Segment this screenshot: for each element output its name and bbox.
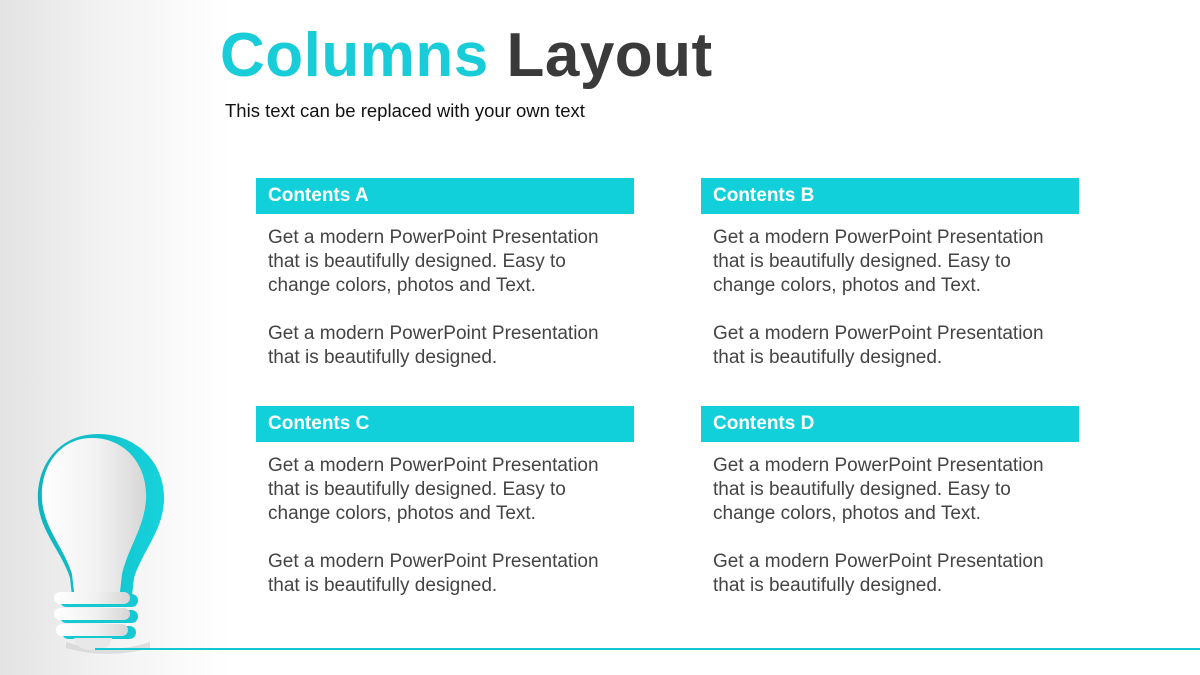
card-a-paragraph-2: Get a modern PowerPoint Presentation that is beautifully designed.	[268, 323, 599, 368]
title-accent-word: Columns	[220, 21, 489, 90]
card-d-paragraph-1: Get a modern PowerPoint Presentation that is beautifully designed. Easy to change colors, photos and Text.	[713, 455, 1044, 524]
content-card-a	[256, 178, 634, 394]
card-a-paragraph-1: Get a modern PowerPoint Presentation that is beautifully designed. Easy to change colors, photos and Text.	[268, 227, 599, 296]
card-c-paragraph-2: Get a modern PowerPoint Presentation that is beautifully designed.	[268, 551, 599, 596]
card-b-paragraph-1: Get a modern PowerPoint Presentation that is beautifully designed. Easy to change colors, photos and Text.	[713, 227, 1044, 296]
card-header-a: Contents A	[256, 178, 634, 214]
content-card-c	[256, 406, 634, 622]
slide-title	[220, 22, 713, 90]
card-header-d: Contents D	[701, 406, 1079, 442]
light-bulb-icon	[18, 430, 178, 660]
bottom-divider-line	[95, 648, 1200, 650]
card-body-b	[701, 214, 1079, 370]
card-body-c	[256, 442, 634, 598]
card-c-paragraph-1: Get a modern PowerPoint Presentation that is beautifully designed. Easy to change colors, photos and Text.	[268, 455, 599, 524]
card-header-c: Contents C	[256, 406, 634, 442]
content-card-b	[701, 178, 1079, 394]
card-b-paragraph-2: Get a modern PowerPoint Presentation that is beautifully designed.	[713, 323, 1044, 368]
card-body-d	[701, 442, 1079, 598]
content-card-d	[701, 406, 1079, 622]
title-main-word: Layout	[506, 21, 713, 90]
slide-subtitle: This text can be replaced with your own text	[225, 100, 585, 121]
card-d-paragraph-2: Get a modern PowerPoint Presentation that is beautifully designed.	[713, 551, 1044, 596]
card-body-a	[256, 214, 634, 370]
card-header-b: Contents B	[701, 178, 1079, 214]
